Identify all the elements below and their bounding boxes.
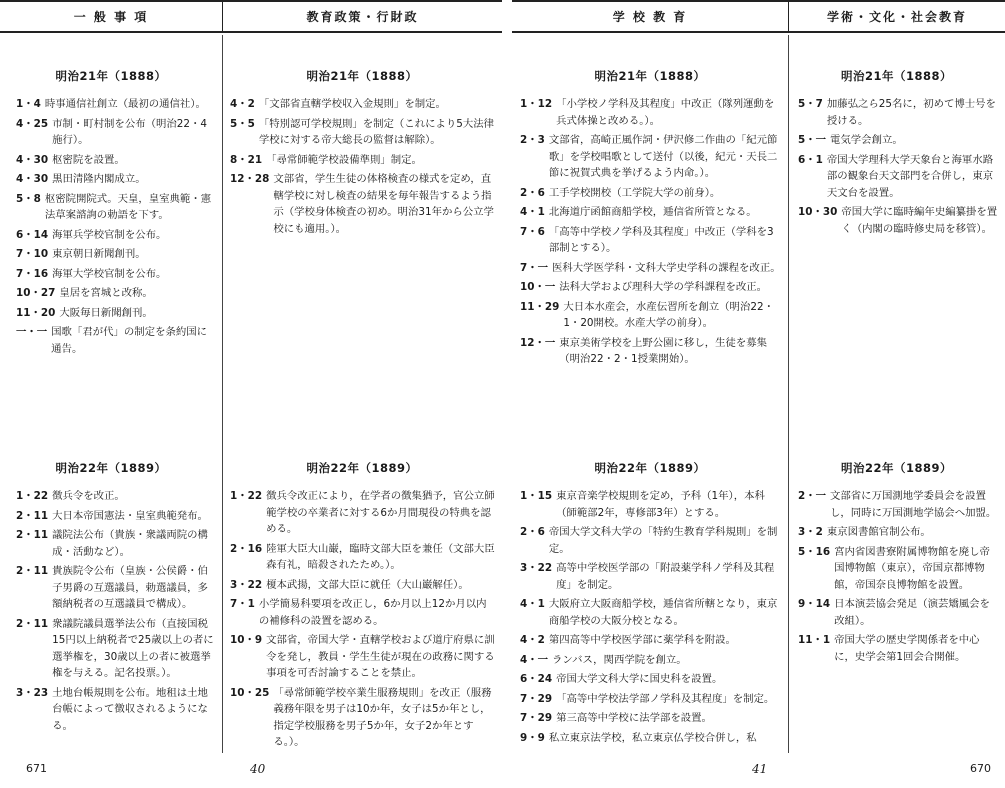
entry-text: 時事通信社創立（最初の通信社）。 <box>44 98 206 110</box>
timeline-entry <box>16 616 214 682</box>
entry-text: 第三高等中学校に法学部を設置。 <box>556 712 712 724</box>
year-label-1888: 明治21年（1888） <box>840 69 952 83</box>
entry-text: 加藤弘之ら25名に，初めて博士号を授ける。 <box>826 98 996 127</box>
entry-text: 帝国大学文科大学に国史科を設置。 <box>556 673 723 685</box>
timeline-entry <box>16 191 214 224</box>
timeline-entry <box>798 488 998 521</box>
timeline-entry <box>230 96 496 113</box>
entry-text: 医科大学医学科・文科大学史学科の課程を改正。 <box>552 261 781 274</box>
entry-text: 帝国大学文科大学の「特約生教育学科規則」を制定。 <box>548 526 778 555</box>
entry-date: 6・1 <box>798 153 823 166</box>
entry-date: 6・14 <box>16 228 49 241</box>
header-general-affairs: 一 般 事 項 <box>73 10 149 24</box>
timeline-entry <box>520 671 782 688</box>
timeline-entry <box>16 116 214 149</box>
entry-text: 貴族院令公布（皇族・公侯爵・伯子男爵の互選議員，勅選議員，多額納税者の互選議員で構成）。 <box>52 565 208 610</box>
entry-date: 10・27 <box>16 287 56 299</box>
timeline-entry <box>16 152 214 169</box>
entry-text: 陸軍大臣大山巌，臨時文部大臣を兼任（文部大臣森有礼，暗殺されたため。）。 <box>266 542 495 571</box>
timeline-entry <box>520 185 782 202</box>
education-policy-1888 <box>230 96 496 456</box>
entry-text: 「尋常師範学校卒業生服務規則」を改正（服務義務年限を男子は10か年，女子は5か年とし，指定学校服務を男子5か年，女子2か年とする。）。 <box>273 686 492 748</box>
entry-date: 2・6 <box>520 526 545 538</box>
entry-text: 「文部省直轄学校収入金規則」を制定。 <box>258 98 446 110</box>
entry-date: 4・30 <box>16 153 49 166</box>
divider-line <box>788 35 789 753</box>
entry-date: 12・28 <box>230 173 270 185</box>
entry-date: 4・30 <box>16 173 49 185</box>
divider-line <box>222 35 223 753</box>
entry-date: 1・4 <box>16 98 41 110</box>
timeline-entry <box>230 171 496 237</box>
entry-text: 皇居を宮城と改称。 <box>59 287 153 299</box>
timeline-entry <box>520 652 782 669</box>
entry-date: 4・2 <box>520 634 545 646</box>
timeline-entry <box>520 204 782 221</box>
timeline-entry <box>520 335 782 368</box>
timeline-entry <box>798 596 998 629</box>
timeline-entry <box>16 96 214 113</box>
entry-date: 11・1 <box>798 634 831 646</box>
entry-date: 4・1 <box>520 598 545 610</box>
entry-text: 日本演芸協会発足（演芸矯風会を改組）。 <box>834 598 990 627</box>
entry-text: 枢密院開院式。天皇，皇室典範・憲法草案諮詢の勅語を下す。 <box>44 192 212 221</box>
entry-date: 4・2 <box>230 98 255 110</box>
entry-text: 工手学校開校（工学院大学の前身）。 <box>548 186 721 199</box>
entry-date: 4・1 <box>520 206 545 218</box>
entry-date: 5・16 <box>798 545 831 558</box>
year-label-1889: 明治22年（1889） <box>840 461 952 475</box>
entry-text: 黒田清隆内閣成立。 <box>52 173 146 185</box>
timeline-entry <box>16 488 214 505</box>
entry-date: 12・一 <box>520 336 556 349</box>
timeline-entry <box>230 488 496 538</box>
entry-text: ランバス，関西学院を創立。 <box>552 653 687 666</box>
entry-text: 文部省，高崎正風作詞・伊沢修二作曲の「紀元節歌」を学校唱歌として送付（以後，紀元・天長二節に祝賀式典を挙げるよう内命。）。 <box>548 134 778 179</box>
page-number: 671 <box>26 762 47 775</box>
timeline-entry <box>520 224 782 257</box>
entry-date: 10・9 <box>230 634 263 646</box>
timeline-entry <box>520 299 782 332</box>
entry-date: 5・8 <box>16 192 41 205</box>
timeline-entry <box>16 246 214 263</box>
entry-date: 7・16 <box>16 267 49 280</box>
entry-date: 5・5 <box>230 117 255 130</box>
entry-date: 2・11 <box>16 565 49 577</box>
year-label-1889: 明治22年（1889） <box>306 461 418 475</box>
entry-text: 「高等中学校ノ学科及其程度」中改正（学科を3部制とする）。 <box>548 225 774 254</box>
timeline-entry <box>16 305 214 322</box>
year-label-1888: 明治21年（1888） <box>594 69 706 83</box>
entry-text: 東京音楽学校規則を定め，予科（1年），本科（師範部2年，専修部3年）とする。 <box>556 490 765 519</box>
entry-text: 文部省，帝国大学・直轄学校および道庁府県に訓令を発し，教員・学生生徒が現在の政務に関する事項を可否討論することを禁止。 <box>266 634 495 679</box>
timeline-entry <box>16 563 214 613</box>
entry-text: 「特別認可学校規則」を制定（これにより5大法律学校に対する帝大総長の監督は解除）。 <box>258 117 495 146</box>
entry-text: 大日本水産会，水産伝習所を創立（明治22・1・20開校。水産大学の前身）。 <box>563 300 774 329</box>
right-page-header <box>512 0 1005 33</box>
timeline-entry <box>520 279 782 296</box>
entry-date: 3・2 <box>798 526 823 538</box>
entry-text: 文部省，学生生徒の体格検査の様式を定め，直轄学校に対し検査の結果を毎年報告するよう指示（学校身体検査の初め。明治31年から公立学校にも適用。）。 <box>273 173 494 235</box>
timeline-entry <box>230 541 496 574</box>
timeline-entry <box>16 527 214 560</box>
entry-text: 「高等中学校法学部ノ学科及其程度」を制定。 <box>556 692 775 705</box>
entry-text: 市制・町村制を公布（明治22・4施行）。 <box>52 117 208 146</box>
year-label-1888: 明治21年（1888） <box>55 69 167 83</box>
timeline-entry <box>16 227 214 244</box>
entry-text: 文部省に万国測地学委員会を設置し，同時に万国測地学協会へ加盟。 <box>830 490 997 519</box>
year-label-1889: 明治22年（1889） <box>594 461 706 475</box>
timeline-entry <box>520 691 782 708</box>
entry-date: 2・16 <box>230 542 263 555</box>
entry-date: 4・25 <box>16 117 49 130</box>
timeline-entry <box>230 632 496 682</box>
year-label-1888: 明治21年（1888） <box>306 69 418 83</box>
entry-text: 東京美術学校を上野公園に移し，生徒を募集（明治22・2・1授業開始）。 <box>559 336 768 365</box>
entry-date: 2・一 <box>798 490 827 502</box>
timeline-entry <box>520 710 782 727</box>
timeline-entry <box>230 116 496 149</box>
culture-education-1888 <box>798 96 998 456</box>
entry-text: 小学簡易科要項を改正し，6か月以上12か月以内の補修科の設置を認める。 <box>258 598 487 627</box>
entry-text: 大阪毎日新聞創刊。 <box>59 306 153 319</box>
timeline-entry <box>230 596 496 629</box>
entry-text: 北海道庁函館商船学校，逓信省所管となる。 <box>548 206 757 218</box>
page-number: 41 <box>752 762 768 776</box>
entry-date: 7・一 <box>520 261 549 274</box>
timeline-entry <box>16 324 214 357</box>
timeline-entry <box>16 171 214 188</box>
timeline-entry <box>230 577 496 594</box>
entry-date: 5・一 <box>798 134 827 146</box>
entry-text: 土地台帳規則を公布。地租は土地台帳によって徴収されるようになる。 <box>52 686 208 732</box>
header-culture-education: 学術・文化・社会教育 <box>788 2 1005 31</box>
general-affairs-1889 <box>16 488 214 753</box>
year-label-1889: 明治22年（1889） <box>55 461 167 475</box>
entry-text: 徴兵令改正により，在学者の徴集猶予，官公立師範学校の卒業者に対する6か月間現役の特典を認める。 <box>266 490 495 535</box>
timeline-entry <box>798 132 998 149</box>
school-education-1889 <box>520 488 782 753</box>
entry-date: 2・11 <box>16 617 49 630</box>
timeline-entry <box>798 204 998 237</box>
entry-date: 2・11 <box>16 509 49 522</box>
education-policy-1889 <box>230 488 496 753</box>
entry-text: 大日本帝国憲法・皇室典範発布。 <box>52 509 208 522</box>
entry-date: 9・9 <box>520 731 545 744</box>
timeline-entry <box>520 524 782 557</box>
timeline-entry <box>798 96 998 129</box>
entry-text: 大阪府立大阪商船学校，逓信省所轄となり，東京商船学校の大阪分校となる。 <box>548 598 778 627</box>
timeline-entry <box>16 266 214 283</box>
entry-text: 帝国大学の歴史学関係者を中心に，史学会第1回会合開催。 <box>834 634 980 663</box>
culture-education-1889 <box>798 488 998 753</box>
entry-date: 9・14 <box>798 598 831 610</box>
entry-text: 海軍兵学校官制を公布。 <box>52 228 167 241</box>
entry-text: 国歌「君が代」の制定を条約国に通告。 <box>51 326 208 355</box>
timeline-entry <box>520 260 782 277</box>
entry-date: 4・一 <box>520 653 549 666</box>
entry-text: 榎本武揚，文部大臣に就任（大山巌解任）。 <box>266 578 469 591</box>
timeline-entry <box>520 560 782 593</box>
entry-date: 3・22 <box>230 578 263 591</box>
school-education-1888 <box>520 96 782 456</box>
entry-date: 3・23 <box>16 686 49 699</box>
entry-date: 11・29 <box>520 300 560 313</box>
timeline-entry <box>16 685 214 735</box>
entry-date: 6・24 <box>520 673 553 685</box>
entry-date: 3・22 <box>520 562 553 574</box>
entry-date: 7・29 <box>520 712 553 724</box>
entry-text: 東京朝日新聞創刊。 <box>52 248 146 260</box>
timeline-entry <box>520 96 782 129</box>
header-school-education: 学 校 教 育 <box>612 10 688 24</box>
general-affairs-1888 <box>16 96 214 456</box>
timeline-entry <box>230 685 496 751</box>
entry-text: 海軍大学校官制を公布。 <box>52 267 167 280</box>
timeline-entry <box>520 596 782 629</box>
entry-text: 「尋常師範学校設備準則」制定。 <box>266 153 422 166</box>
entry-date: 7・6 <box>520 225 545 238</box>
entry-date: 5・7 <box>798 98 823 110</box>
header-education-policy: 教育政策・行財政 <box>222 2 502 31</box>
entry-date: 10・一 <box>520 281 556 293</box>
entry-date: 1・12 <box>520 98 553 110</box>
entry-date: 2・11 <box>16 529 49 541</box>
timeline-entry <box>798 544 998 594</box>
entry-text: 衆議院議員選挙法公布（直接国税15円以上納税者で25歳以上の者に選挙権を，30歳以上の者に被選挙権を与える。記名投票。）。 <box>52 617 214 679</box>
timeline-entry <box>230 152 496 169</box>
entry-date: 10・25 <box>230 686 270 699</box>
entry-date: 11・20 <box>16 306 56 319</box>
timeline-entry <box>520 132 782 182</box>
entry-date: 8・21 <box>230 153 263 166</box>
entry-text: 帝国大学理科大学天象台と海軍水路部の観象台天文部門を合併し，東京天文台を設置。 <box>826 153 994 199</box>
entry-date: 7・10 <box>16 248 49 260</box>
entry-text: 枢密院を設置。 <box>52 153 125 166</box>
entry-text: 第四高等中学校医学部に薬学科を附設。 <box>548 634 736 646</box>
entry-text: 徴兵令を改正。 <box>52 490 125 502</box>
timeline-entry <box>798 152 998 202</box>
timeline-entry <box>520 488 782 521</box>
timeline-entry <box>16 285 214 302</box>
entry-date: 2・3 <box>520 134 545 146</box>
entry-date: 2・6 <box>520 186 545 199</box>
entry-date: 7・1 <box>230 598 255 610</box>
page-number: 40 <box>250 762 266 776</box>
timeline-entry <box>520 730 782 747</box>
left-page-header <box>0 0 502 33</box>
entry-text: 帝国大学に臨時編年史編纂掛を置く（内閣の臨時修史局を移管）。 <box>841 206 998 235</box>
entry-date: 1・22 <box>230 490 263 502</box>
timeline-entry <box>798 524 998 541</box>
entry-text: 電気学会創立。 <box>830 134 903 146</box>
entry-date: 一・一 <box>16 326 48 338</box>
entry-date: 10・30 <box>798 206 838 218</box>
page-number: 670 <box>970 762 991 775</box>
entry-text: 「小学校ノ学科及其程度」中改正（隊列運動を兵式体操と改める。）。 <box>556 98 775 127</box>
entry-text: 私立東京法学校，私立東京仏学校合併し，私 <box>548 731 757 744</box>
entry-text: 東京図書館官制公布。 <box>826 526 931 538</box>
entry-date: 7・29 <box>520 692 553 705</box>
timeline-entry <box>16 508 214 525</box>
entry-date: 1・22 <box>16 490 49 502</box>
entry-text: 法科大学および理科大学の学科課程を改正。 <box>559 281 768 293</box>
timeline-entry <box>520 632 782 649</box>
entry-date: 1・15 <box>520 490 553 502</box>
entry-text: 議院法公布（貴族・衆議両院の構成・活動など）。 <box>52 529 208 558</box>
entry-text: 高等中学校医学部の「附設薬学科ノ学科及其程度」を制定。 <box>556 562 775 591</box>
timeline-entry <box>798 632 998 665</box>
entry-text: 宮内省図書寮附属博物館を廃し帝国博物館（東京），帝国京都博物館，帝国奈良博物館を設置。 <box>834 545 990 591</box>
